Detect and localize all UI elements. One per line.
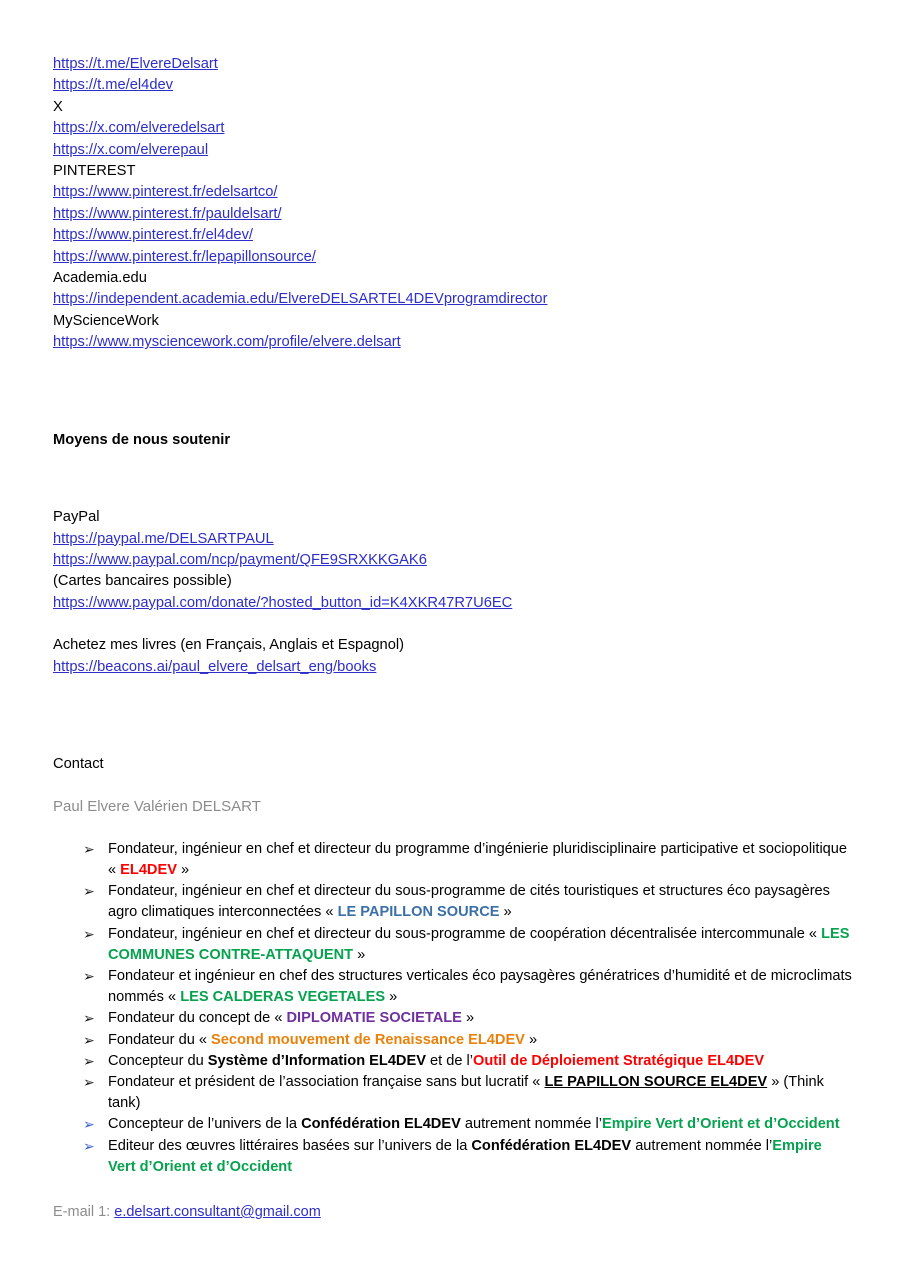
role-text-fragment: Second mouvement de Renaissance EL4DEV <box>211 1031 525 1048</box>
role-text-fragment: Confédération EL4DEV <box>301 1116 461 1133</box>
social-platform-label: Academia.edu <box>53 270 147 287</box>
role-text-fragment: LES CALDERAS VEGETALES <box>180 989 386 1006</box>
role-text-fragment: » <box>176 861 190 878</box>
role-list-item <box>53 1114 853 1135</box>
books-label: Achetez mes livres (en Français, Anglais et Espagnol) <box>53 637 405 654</box>
role-text-fragment: » <box>461 1010 475 1027</box>
section-gap-6 <box>53 818 853 839</box>
role-text-fragment: Confédération EL4DEV <box>471 1137 632 1154</box>
social-link[interactable]: https://t.me/el4dev <box>53 77 174 94</box>
role-text-fragment: » (Think tank) <box>108 1073 824 1112</box>
role-list-item <box>53 1008 853 1029</box>
arrow-bullet-icon: ➢ <box>83 840 95 857</box>
role-text-fragment: » <box>353 946 366 963</box>
role-text-fragment: » <box>499 904 512 921</box>
social-platform-label: PINTEREST <box>53 163 136 180</box>
role-text-fragment: Fondateur et président de l’association française sans but lucratif « <box>108 1073 545 1090</box>
role-list-item <box>53 966 853 1008</box>
role-text-fragment: Fondateur, ingénieur en chef et directeur du sous-programme de coopération décentralisée intercommunale « <box>108 925 822 942</box>
roles-list <box>53 839 853 1178</box>
role-list-item <box>53 1072 853 1114</box>
role-text-fragment: EL4DEV <box>120 861 177 878</box>
role-text-fragment: LE PAPILLON SOURCE <box>337 904 500 921</box>
email-link[interactable]: e.delsart.consultant@gmail.com <box>114 1204 321 1220</box>
social-links-block <box>53 54 853 354</box>
person-name: Paul Elvere Valérien DELSART <box>53 798 261 816</box>
role-text-fragment: Fondateur du « <box>108 1031 212 1048</box>
social-link[interactable]: https://www.pinterest.fr/edelsartco/ <box>53 184 278 201</box>
role-text-fragment: Empire Vert d’Orient et d’Occident <box>108 1137 822 1175</box>
role-text-fragment: Empire Vert d’Orient et d’Occident <box>601 1116 840 1133</box>
role-list-item <box>53 1136 853 1178</box>
social-link[interactable]: https://independent.academia.edu/ElvereDELSARTEL4DEVprogramdirector <box>53 291 548 308</box>
role-text-fragment: Editeur des œuvres littéraires basées sur l’univers de la <box>108 1137 472 1154</box>
books-link[interactable]: https://beacons.ai/paul_elvere_delsart_eng/books <box>53 658 377 675</box>
role-text-fragment: autrement nommée l’ <box>631 1137 773 1154</box>
footer-email-row <box>53 1202 321 1222</box>
section-gap-4 <box>53 678 853 754</box>
section-gap-2 <box>53 451 853 507</box>
section-gap-5 <box>53 775 853 796</box>
role-list-item <box>53 881 853 923</box>
paypal-donate-link[interactable]: https://www.paypal.com/donate/?hosted_button_id=K4XKR47R7U6EC <box>53 594 513 611</box>
arrow-bullet-icon: ➢ <box>83 1052 95 1069</box>
role-list-item <box>53 1030 853 1051</box>
paypal-label: PayPal <box>53 509 100 526</box>
role-text-fragment: LES COMMUNES CONTRE-ATTAQUENT <box>108 925 850 963</box>
role-text-fragment: » <box>524 1031 538 1048</box>
role-list-item <box>53 1051 853 1072</box>
email-label: E-mail 1: <box>53 1204 115 1220</box>
social-link[interactable]: https://www.pinterest.fr/el4dev/ <box>53 227 254 244</box>
role-text-fragment: Fondateur et ingénieur en chef des structures verticales éco paysagères génératrices d’humidité et de microclimats nommés « <box>108 967 852 1006</box>
role-text-fragment: LE PAPILLON SOURCE EL4DEV <box>544 1073 768 1090</box>
arrow-bullet-icon: ➢ <box>83 967 95 984</box>
role-text-fragment: Système d’Information EL4DEV <box>207 1052 426 1069</box>
role-text-fragment: et de l’ <box>425 1052 474 1069</box>
arrow-bullet-icon: ➢ <box>83 1116 95 1133</box>
bank-cards-note: (Cartes bancaires possible) <box>53 573 232 590</box>
support-heading: Moyens de nous soutenir <box>53 431 231 448</box>
social-link[interactable]: https://x.com/elverepaul <box>53 141 209 158</box>
arrow-bullet-icon: ➢ <box>83 883 95 900</box>
role-text-fragment: autrement nommée l’ <box>460 1116 602 1133</box>
arrow-bullet-icon: ➢ <box>83 925 95 942</box>
arrow-bullet-icon: ➢ <box>83 1010 95 1027</box>
social-link[interactable]: https://www.pinterest.fr/pauldelsart/ <box>53 205 282 222</box>
role-text-fragment: Outil de Déploiement Stratégique EL4DEV <box>473 1052 765 1069</box>
social-link[interactable]: https://www.mysciencework.com/profile/elvere.delsart <box>53 334 401 351</box>
arrow-bullet-icon: ➢ <box>83 1137 95 1154</box>
role-text-fragment: Concepteur de l’univers de la <box>108 1116 302 1133</box>
arrow-bullet-icon: ➢ <box>83 1073 95 1090</box>
paypal-me-link[interactable]: https://paypal.me/DELSARTPAUL <box>53 530 274 547</box>
social-link[interactable]: https://t.me/ElvereDelsart <box>53 56 218 72</box>
role-text-fragment: Fondateur du concept de « <box>108 1010 287 1027</box>
paypal-ncp-link[interactable]: https://www.paypal.com/ncp/payment/QFE9SRXKKGAK6 <box>53 551 427 568</box>
role-text-fragment: Fondateur, ingénieur en chef et directeur du programme d’ingénierie pluridisciplinaire participative et sociopolitique « <box>108 840 848 878</box>
role-text-fragment: DIPLOMATIE SOCIETALE <box>286 1010 462 1027</box>
document-body <box>53 54 853 1178</box>
social-link[interactable]: https://www.pinterest.fr/lepapillonsource/ <box>53 248 316 265</box>
section-gap-3 <box>53 614 853 635</box>
role-list-item <box>53 839 853 881</box>
social-platform-label: MyScienceWork <box>53 312 159 329</box>
contact-heading: Contact <box>53 755 104 772</box>
social-link[interactable]: https://x.com/elveredelsart <box>53 120 225 137</box>
role-text-fragment: Concepteur du <box>108 1052 208 1069</box>
section-gap-1 <box>53 354 853 430</box>
role-text-fragment: Fondateur, ingénieur en chef et directeur du sous-programme de cités touristiques et structures éco paysagères agro climatiques interconnectées « <box>108 883 830 921</box>
arrow-bullet-icon: ➢ <box>83 1031 95 1048</box>
role-list-item <box>53 924 853 966</box>
social-platform-label: X <box>53 98 63 115</box>
role-text-fragment: » <box>385 989 398 1006</box>
